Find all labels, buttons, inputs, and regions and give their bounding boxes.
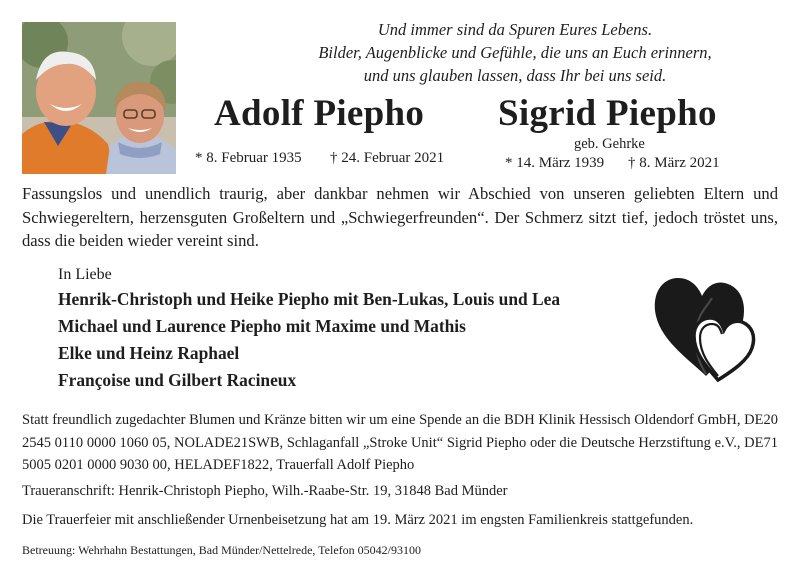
born-adolf: * 8. Februar 1935 bbox=[195, 150, 302, 166]
family-line-2: Michael und Laurence Piepho mit Maxime und Mathis bbox=[58, 316, 466, 336]
family-line-4: Françoise und Gilbert Racineux bbox=[58, 370, 297, 390]
intro-paragraph: Fassungslos und unendlich traurig, aber dankbar nehmen wir Abschied von unseren geliebten Eltern und Schwiegereltern, herzensguten Großeltern und „Schwiegerfreunden“. Der Schmerz sitzt tief, jedoch tröstet uns, dass die beiden wieder vereint sind. bbox=[22, 184, 778, 250]
donation-paragraph: Statt freundlich zugedachter Blumen und Kränze bitten wir um eine Spende an die BDH Klinik Hessisch Oldendorf GmbH, DE20 2545 0110 0000 1060 05, NOLADE21SWB, Schlaganfall „Stroke Unit“ Sigrid Piepho oder die Deutsche Herzstiftung e.V., DE71 5005 0201 0000 9030 00, HELADEF1822, Trauerfall Adolf Piepho bbox=[22, 412, 778, 473]
died-sigrid: † 8. März 2021 bbox=[628, 155, 720, 171]
motto-line-2: Bilder, Augenblicke und Gefühle, die uns an Euch erinnern, bbox=[318, 43, 712, 62]
couple-photo bbox=[22, 22, 176, 174]
family-line-1: Henrik-Christoph und Heike Piepho mit Ben-Lukas, Louis und Lea bbox=[58, 289, 561, 309]
born-sigrid: * 14. März 1939 bbox=[505, 155, 605, 171]
two-hearts-icon-graphic bbox=[648, 272, 760, 384]
two-hearts-icon bbox=[648, 272, 760, 384]
name-adolf: Adolf Piepho bbox=[214, 93, 425, 134]
mourning-address: Traueranschrift: Henrik-Christoph Piepho, Wilh.-Raabe-Str. 19, 31848 Bad Münder bbox=[22, 483, 508, 499]
name-sigrid: Sigrid Piepho bbox=[498, 93, 717, 134]
family-line-3: Elke und Heinz Raphael bbox=[58, 343, 240, 363]
undertaker-notice: Betreuung: Wehrhahn Bestattungen, Bad Münder/Nettelrede, Telefon 05042/93100 bbox=[22, 543, 421, 557]
birth-name-sigrid: geb. Gehrke bbox=[574, 136, 645, 152]
motto-line-3: und uns glauben lassen, dass Ihr bei uns seid. bbox=[363, 66, 667, 85]
motto-line-1: Und immer sind da Spuren Eures Lebens. bbox=[377, 20, 653, 39]
ceremony-notice: Die Trauerfeier mit anschließender Urnenbeisetzung hat am 19. März 2021 im engsten Familienkreis stattgefunden. bbox=[22, 512, 694, 528]
died-adolf: † 24. Februar 2021 bbox=[330, 150, 445, 166]
in-liebe-label: In Liebe bbox=[58, 266, 112, 283]
couple-photo-illustration bbox=[22, 22, 176, 174]
